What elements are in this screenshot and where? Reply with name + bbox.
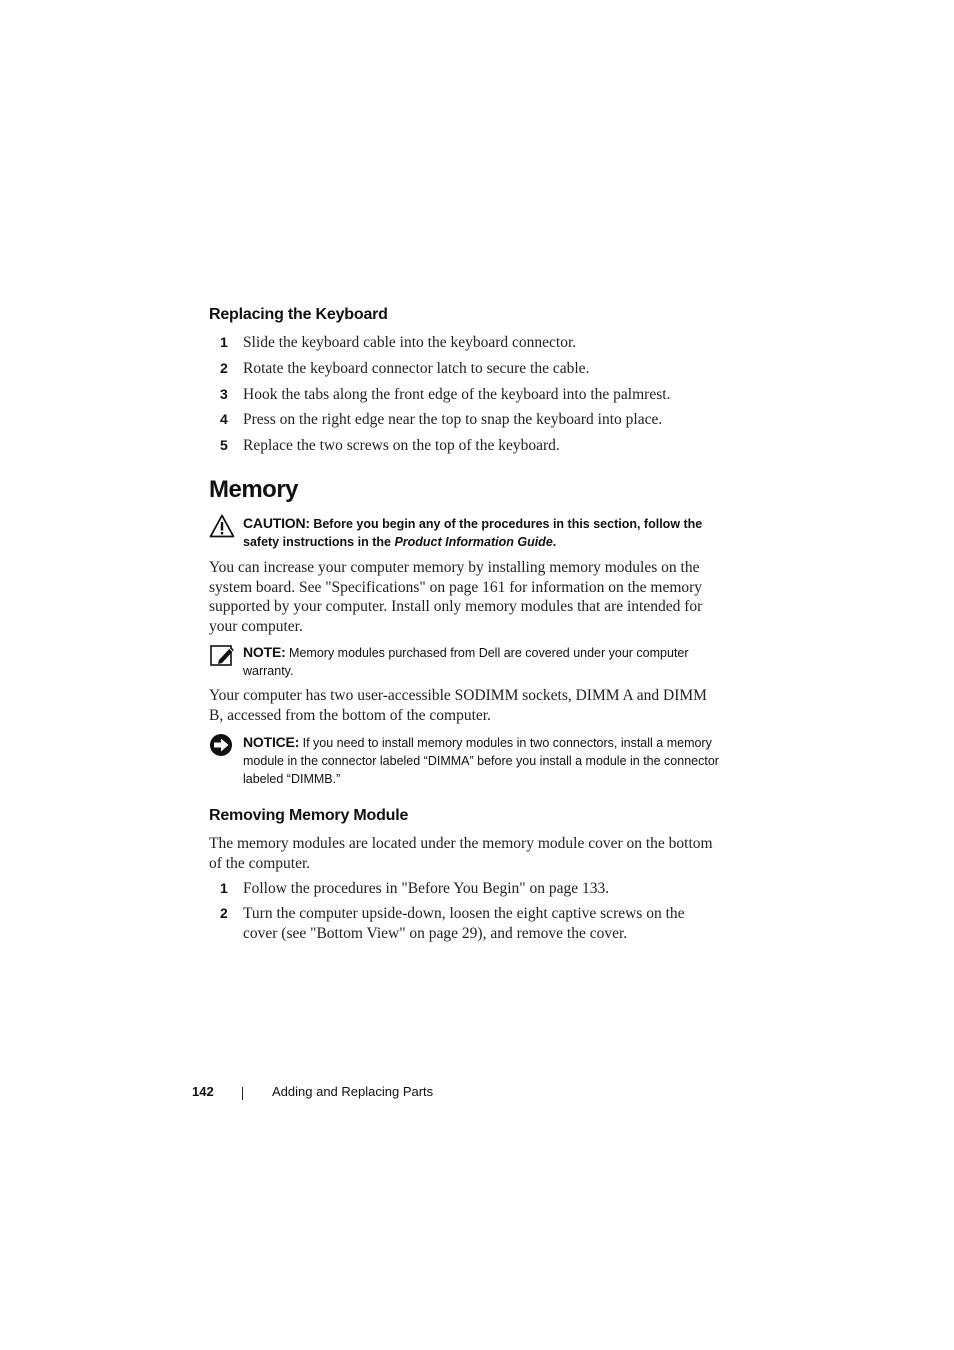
guide-title: Product Information Guide xyxy=(394,535,553,549)
note-label: NOTE: xyxy=(243,644,286,660)
caution-text: Before you begin any of the procedures in this section, follow the safety instructions in the xyxy=(243,517,703,549)
caution-block xyxy=(209,514,721,551)
caution-text-end: . xyxy=(552,535,557,549)
caution-triangle-icon xyxy=(209,514,235,538)
section-heading-removing-memory: Removing Memory Module xyxy=(209,807,409,824)
page-number: 142 xyxy=(192,1084,214,1099)
list-item xyxy=(220,904,707,943)
list-item xyxy=(220,385,720,405)
step-text: Hook the tabs along the front edge of the keyboard into the palmrest. xyxy=(243,386,671,403)
footer-section-title: Adding and Replacing Parts xyxy=(272,1084,434,1099)
note-block xyxy=(209,643,721,680)
note-text: Memory modules purchased from Dell are covered under your computer warranty. xyxy=(243,646,689,678)
dimm-sockets-paragraph: Your computer has two user-accessible SODIMM sockets, DIMM A and DIMM B, accessed from the bottom of the computer. xyxy=(209,687,707,724)
footer-divider xyxy=(242,1087,243,1100)
page-footer xyxy=(0,1083,954,1103)
notice-block xyxy=(209,733,721,788)
step-text: Press on the right edge near the top to snap the keyboard into place. xyxy=(243,411,663,428)
step-number: 1 xyxy=(220,334,228,350)
step-text: Follow the procedures in "Before You Begin" on page 133. xyxy=(243,880,610,897)
section-heading-replacing-keyboard: Replacing the Keyboard xyxy=(209,306,388,323)
notice-arrow-icon xyxy=(209,733,235,757)
step-number: 4 xyxy=(220,411,228,427)
step-number: 3 xyxy=(220,386,228,402)
step-text: Rotate the keyboard connector latch to secure the cable. xyxy=(243,360,590,377)
step-number: 5 xyxy=(220,437,228,453)
list-item xyxy=(220,879,720,899)
step-text: Turn the computer upside-down, loosen the eight captive screws on the cover (see "Bottom View" on page 29), and remove the cover. xyxy=(243,905,685,942)
notice-label: NOTICE: xyxy=(243,734,300,750)
step-number: 1 xyxy=(220,880,228,896)
notice-text: If you need to install memory modules in two connectors, install a memory module in the connector labeled “DIMMA” before you install a module in the connector labeled “DIMMB.” xyxy=(243,736,719,786)
step-text: Slide the keyboard cable into the keyboard connector. xyxy=(243,334,577,351)
step-number: 2 xyxy=(220,360,228,376)
list-item xyxy=(220,436,720,456)
list-item xyxy=(220,359,720,379)
memory-intro-paragraph: You can increase your computer memory by installing memory modules on the system board. See "Specifications" on page 161 for information on the memory supported by your computer. Install only memory modules that are intended for your computer. xyxy=(209,559,703,635)
caution-label: CAUTION: xyxy=(243,515,310,531)
note-pencil-icon xyxy=(209,643,235,667)
step-text: Replace the two screws on the top of the keyboard. xyxy=(243,437,560,454)
removing-intro-paragraph: The memory modules are located under the memory module cover on the bottom of the computer. xyxy=(209,835,713,872)
list-item xyxy=(220,410,720,430)
list-item xyxy=(220,333,720,353)
step-number: 2 xyxy=(220,905,228,921)
section-heading-memory: Memory xyxy=(209,476,299,503)
